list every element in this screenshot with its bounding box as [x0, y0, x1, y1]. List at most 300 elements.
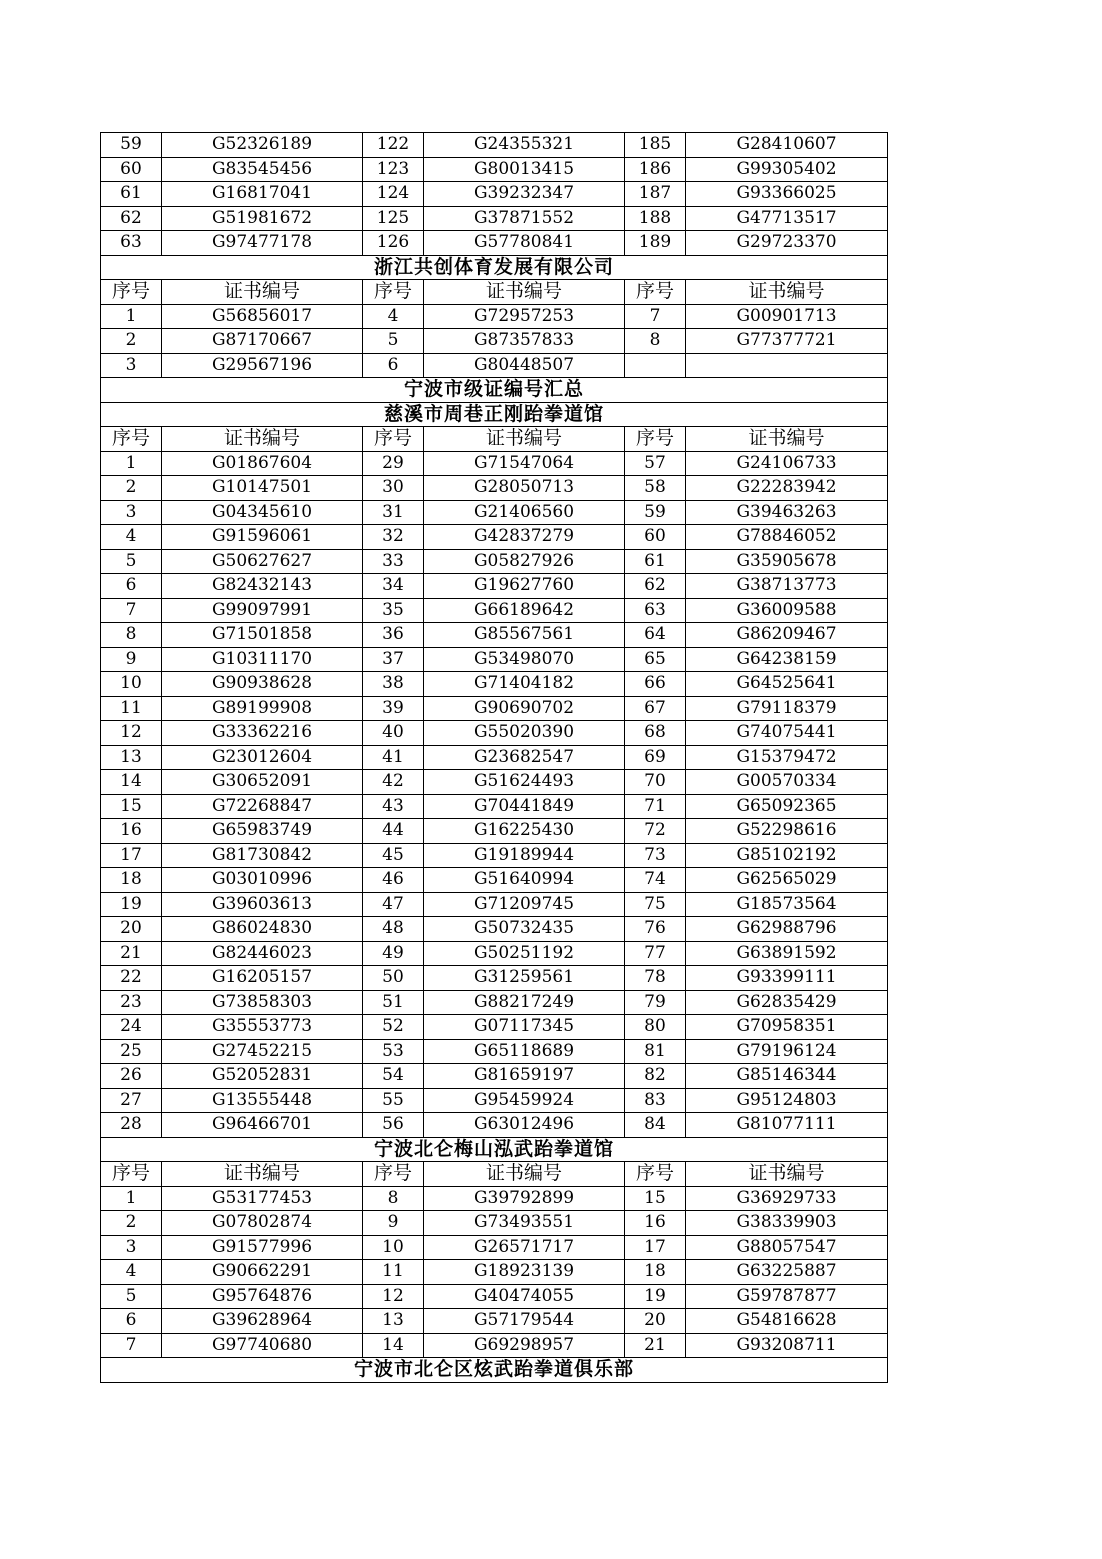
serial-cell: 3 [101, 353, 162, 378]
header-row [101, 280, 888, 305]
cert-number-cell: G71209745 [424, 892, 625, 917]
cert-number-cell: G83545456 [162, 157, 363, 182]
cert-number-cell: G40474055 [424, 1284, 625, 1309]
serial-cell: 84 [625, 1113, 686, 1138]
header-serial: 序号 [101, 280, 162, 305]
serial-cell: 13 [363, 1309, 424, 1334]
serial-cell: 80 [625, 1015, 686, 1040]
serial-cell: 66 [625, 672, 686, 697]
serial-cell: 6 [101, 574, 162, 599]
cert-number-cell: G23682547 [424, 745, 625, 770]
cert-number-cell: G57780841 [424, 231, 625, 256]
serial-cell: 189 [625, 231, 686, 256]
serial-cell: 73 [625, 843, 686, 868]
serial-cell: 61 [625, 549, 686, 574]
cert-number-cell: G24106733 [686, 451, 888, 476]
table-row [101, 182, 888, 207]
serial-cell: 14 [363, 1333, 424, 1358]
cert-number-cell: G54816628 [686, 1309, 888, 1334]
table-row [101, 476, 888, 501]
serial-cell: 14 [101, 770, 162, 795]
serial-cell: 16 [101, 819, 162, 844]
serial-cell: 19 [101, 892, 162, 917]
cert-number-cell: G51981672 [162, 206, 363, 231]
cert-number-cell: G10311170 [162, 647, 363, 672]
table-row [101, 721, 888, 746]
cert-number-cell: G39463263 [686, 500, 888, 525]
table-row [101, 353, 888, 378]
cert-number-cell: G10147501 [162, 476, 363, 501]
serial-cell: 13 [101, 745, 162, 770]
cert-number-cell: G35553773 [162, 1015, 363, 1040]
cert-number-cell: G50251192 [424, 941, 625, 966]
serial-cell: 10 [101, 672, 162, 697]
section-title: 浙江共创体育发展有限公司 [101, 255, 888, 280]
cert-number-cell: G74075441 [686, 721, 888, 746]
cert-number-cell: G35905678 [686, 549, 888, 574]
serial-cell: 6 [101, 1309, 162, 1334]
table-row [101, 574, 888, 599]
cert-number-cell: G95459924 [424, 1088, 625, 1113]
cert-number-cell: G55020390 [424, 721, 625, 746]
table-row [101, 1309, 888, 1334]
serial-cell: 71 [625, 794, 686, 819]
serial-cell: 74 [625, 868, 686, 893]
table-row [101, 231, 888, 256]
section-title: 宁波市北仑区炫武跆拳道俱乐部 [101, 1358, 888, 1383]
serial-cell: 69 [625, 745, 686, 770]
serial-cell: 20 [625, 1309, 686, 1334]
serial-cell: 21 [101, 941, 162, 966]
serial-cell: 49 [363, 941, 424, 966]
serial-cell: 20 [101, 917, 162, 942]
serial-cell: 54 [363, 1064, 424, 1089]
serial-cell: 125 [363, 206, 424, 231]
serial-cell: 23 [101, 990, 162, 1015]
serial-cell: 34 [363, 574, 424, 599]
serial-cell: 18 [101, 868, 162, 893]
table-row [101, 525, 888, 550]
table-row [101, 157, 888, 182]
cert-number-cell: G16225430 [424, 819, 625, 844]
serial-cell: 83 [625, 1088, 686, 1113]
cert-number-cell: G95764876 [162, 1284, 363, 1309]
cert-number-cell: G56856017 [162, 304, 363, 329]
serial-cell: 185 [625, 133, 686, 158]
table-row [101, 1113, 888, 1138]
cert-number-cell: G52326189 [162, 133, 363, 158]
table-row [101, 966, 888, 991]
cert-number-cell: G93399111 [686, 966, 888, 991]
cert-number-cell: G81077111 [686, 1113, 888, 1138]
cert-number-cell: G07802874 [162, 1211, 363, 1236]
serial-cell: 39 [363, 696, 424, 721]
section-title: 宁波北仑梅山泓武跆拳道馆 [101, 1137, 888, 1162]
serial-cell: 76 [625, 917, 686, 942]
table-row [101, 1088, 888, 1113]
cert-number-cell: G80013415 [424, 157, 625, 182]
cert-number-cell: G63225887 [686, 1260, 888, 1285]
serial-cell: 12 [101, 721, 162, 746]
serial-cell: 9 [363, 1211, 424, 1236]
serial-cell: 18 [625, 1260, 686, 1285]
table-row [101, 1260, 888, 1285]
serial-cell: 60 [101, 157, 162, 182]
cert-number-cell: G01867604 [162, 451, 363, 476]
cert-number-cell [686, 353, 888, 378]
serial-cell: 62 [101, 206, 162, 231]
cert-number-cell: G96466701 [162, 1113, 363, 1138]
serial-cell: 21 [625, 1333, 686, 1358]
serial-cell: 7 [101, 1333, 162, 1358]
cert-number-cell: G21406560 [424, 500, 625, 525]
serial-cell: 24 [101, 1015, 162, 1040]
cert-number-cell: G39628964 [162, 1309, 363, 1334]
serial-cell: 31 [363, 500, 424, 525]
serial-cell: 122 [363, 133, 424, 158]
cert-number-cell: G91577996 [162, 1235, 363, 1260]
serial-cell: 1 [101, 304, 162, 329]
serial-cell: 5 [101, 549, 162, 574]
table-row [101, 549, 888, 574]
serial-cell: 38 [363, 672, 424, 697]
serial-cell: 32 [363, 525, 424, 550]
serial-cell: 59 [625, 500, 686, 525]
header-serial: 序号 [363, 1162, 424, 1187]
header-cert-no: 证书编号 [162, 280, 363, 305]
cert-number-cell: G69298957 [424, 1333, 625, 1358]
serial-cell [625, 353, 686, 378]
cert-number-cell: G89199908 [162, 696, 363, 721]
cert-number-cell: G52052831 [162, 1064, 363, 1089]
cert-number-cell: G00570334 [686, 770, 888, 795]
cert-number-cell: G37871552 [424, 206, 625, 231]
serial-cell: 55 [363, 1088, 424, 1113]
cert-number-cell: G47713517 [686, 206, 888, 231]
serial-cell: 36 [363, 623, 424, 648]
header-cert-no: 证书编号 [686, 280, 888, 305]
serial-cell: 70 [625, 770, 686, 795]
cert-number-cell: G99097991 [162, 598, 363, 623]
cert-number-cell: G87170667 [162, 329, 363, 354]
serial-cell: 33 [363, 549, 424, 574]
serial-cell: 19 [625, 1284, 686, 1309]
header-row [101, 1162, 888, 1187]
cert-number-cell: G39232347 [424, 182, 625, 207]
serial-cell: 1 [101, 451, 162, 476]
cert-number-cell: G86209467 [686, 623, 888, 648]
header-serial: 序号 [625, 427, 686, 452]
cert-number-cell: G64238159 [686, 647, 888, 672]
serial-cell: 62 [625, 574, 686, 599]
serial-cell: 9 [101, 647, 162, 672]
cert-number-cell: G82432143 [162, 574, 363, 599]
serial-cell: 26 [101, 1064, 162, 1089]
serial-cell: 63 [625, 598, 686, 623]
serial-cell: 27 [101, 1088, 162, 1113]
serial-cell: 186 [625, 157, 686, 182]
cert-number-cell: G30652091 [162, 770, 363, 795]
serial-cell: 3 [101, 500, 162, 525]
table-row [101, 696, 888, 721]
cert-number-cell: G33362216 [162, 721, 363, 746]
serial-cell: 2 [101, 329, 162, 354]
serial-cell: 17 [101, 843, 162, 868]
serial-cell: 4 [101, 525, 162, 550]
cert-number-cell: G85102192 [686, 843, 888, 868]
cert-number-cell: G53177453 [162, 1186, 363, 1211]
section-title-row [101, 1137, 888, 1162]
serial-cell: 56 [363, 1113, 424, 1138]
cert-number-cell: G73493551 [424, 1211, 625, 1236]
cert-number-cell: G63012496 [424, 1113, 625, 1138]
table-row [101, 1186, 888, 1211]
serial-cell: 52 [363, 1015, 424, 1040]
section-title-row [101, 255, 888, 280]
cert-number-cell: G65118689 [424, 1039, 625, 1064]
cert-number-cell: G42837279 [424, 525, 625, 550]
cert-number-cell: G39792899 [424, 1186, 625, 1211]
cert-number-cell: G51624493 [424, 770, 625, 795]
cert-number-cell: G64525641 [686, 672, 888, 697]
cert-number-cell: G03010996 [162, 868, 363, 893]
serial-cell: 72 [625, 819, 686, 844]
cert-number-cell: G29567196 [162, 353, 363, 378]
table-row [101, 868, 888, 893]
table-row [101, 329, 888, 354]
serial-cell: 35 [363, 598, 424, 623]
cert-number-cell: G52298616 [686, 819, 888, 844]
cert-number-cell: G28050713 [424, 476, 625, 501]
table-row [101, 451, 888, 476]
table-row [101, 1333, 888, 1358]
serial-cell: 17 [625, 1235, 686, 1260]
serial-cell: 188 [625, 206, 686, 231]
cert-number-cell: G28410607 [686, 133, 888, 158]
serial-cell: 77 [625, 941, 686, 966]
cert-number-cell: G23012604 [162, 745, 363, 770]
cert-number-cell: G13555448 [162, 1088, 363, 1113]
cert-number-cell: G39603613 [162, 892, 363, 917]
serial-cell: 29 [363, 451, 424, 476]
header-cert-no: 证书编号 [424, 280, 625, 305]
header-cert-no: 证书编号 [424, 1162, 625, 1187]
serial-cell: 5 [363, 329, 424, 354]
serial-cell: 1 [101, 1186, 162, 1211]
table-row [101, 794, 888, 819]
certificate-table [100, 132, 888, 1383]
table-row [101, 1064, 888, 1089]
serial-cell: 11 [363, 1260, 424, 1285]
cert-number-cell: G71547064 [424, 451, 625, 476]
cert-number-cell: G16817041 [162, 182, 363, 207]
cert-number-cell: G72957253 [424, 304, 625, 329]
serial-cell: 7 [625, 304, 686, 329]
header-serial: 序号 [625, 280, 686, 305]
table-row [101, 1235, 888, 1260]
cert-number-cell: G79196124 [686, 1039, 888, 1064]
cert-number-cell: G80448507 [424, 353, 625, 378]
cert-number-cell: G51640994 [424, 868, 625, 893]
certificate-table-body [101, 133, 888, 1383]
header-serial: 序号 [625, 1162, 686, 1187]
cert-number-cell: G90690702 [424, 696, 625, 721]
table-row [101, 1284, 888, 1309]
table-row [101, 892, 888, 917]
table-row [101, 500, 888, 525]
serial-cell: 45 [363, 843, 424, 868]
serial-cell: 25 [101, 1039, 162, 1064]
serial-cell: 47 [363, 892, 424, 917]
serial-cell: 82 [625, 1064, 686, 1089]
cert-number-cell: G36009588 [686, 598, 888, 623]
cert-number-cell: G38713773 [686, 574, 888, 599]
table-row [101, 1015, 888, 1040]
cert-number-cell: G86024830 [162, 917, 363, 942]
serial-cell: 59 [101, 133, 162, 158]
cert-number-cell: G95124803 [686, 1088, 888, 1113]
cert-number-cell: G19189944 [424, 843, 625, 868]
cert-number-cell: G62835429 [686, 990, 888, 1015]
table-row [101, 133, 888, 158]
serial-cell: 16 [625, 1211, 686, 1236]
cert-number-cell: G62565029 [686, 868, 888, 893]
table-row [101, 598, 888, 623]
cert-number-cell: G18573564 [686, 892, 888, 917]
serial-cell: 123 [363, 157, 424, 182]
cert-number-cell: G19627760 [424, 574, 625, 599]
serial-cell: 61 [101, 182, 162, 207]
cert-number-cell: G88057547 [686, 1235, 888, 1260]
serial-cell: 30 [363, 476, 424, 501]
header-cert-no: 证书编号 [162, 1162, 363, 1187]
cert-number-cell: G07117345 [424, 1015, 625, 1040]
cert-number-cell: G26571717 [424, 1235, 625, 1260]
serial-cell: 8 [625, 329, 686, 354]
serial-cell: 11 [101, 696, 162, 721]
cert-number-cell: G38339903 [686, 1211, 888, 1236]
table-row [101, 206, 888, 231]
serial-cell: 81 [625, 1039, 686, 1064]
header-cert-no: 证书编号 [424, 427, 625, 452]
cert-number-cell: G70441849 [424, 794, 625, 819]
serial-cell: 126 [363, 231, 424, 256]
cert-number-cell: G66189642 [424, 598, 625, 623]
cert-number-cell: G90662291 [162, 1260, 363, 1285]
serial-cell: 10 [363, 1235, 424, 1260]
cert-number-cell: G85146344 [686, 1064, 888, 1089]
header-cert-no: 证书编号 [162, 427, 363, 452]
cert-number-cell: G62988796 [686, 917, 888, 942]
serial-cell: 46 [363, 868, 424, 893]
serial-cell: 64 [625, 623, 686, 648]
table-row [101, 304, 888, 329]
serial-cell: 2 [101, 1211, 162, 1236]
section-title: 宁波市级证编号汇总 [101, 378, 888, 403]
serial-cell: 79 [625, 990, 686, 1015]
serial-cell: 68 [625, 721, 686, 746]
cert-number-cell: G05827926 [424, 549, 625, 574]
serial-cell: 53 [363, 1039, 424, 1064]
serial-cell: 15 [101, 794, 162, 819]
cert-number-cell: G15379472 [686, 745, 888, 770]
serial-cell: 75 [625, 892, 686, 917]
cert-number-cell: G87357833 [424, 329, 625, 354]
header-cert-no: 证书编号 [686, 1162, 888, 1187]
cert-number-cell: G97477178 [162, 231, 363, 256]
table-row [101, 819, 888, 844]
serial-cell: 60 [625, 525, 686, 550]
serial-cell: 8 [101, 623, 162, 648]
serial-cell: 28 [101, 1113, 162, 1138]
serial-cell: 12 [363, 1284, 424, 1309]
serial-cell: 22 [101, 966, 162, 991]
table-row [101, 990, 888, 1015]
serial-cell: 44 [363, 819, 424, 844]
serial-cell: 78 [625, 966, 686, 991]
table-row [101, 843, 888, 868]
cert-number-cell: G85567561 [424, 623, 625, 648]
cert-number-cell: G71501858 [162, 623, 363, 648]
cert-number-cell: G71404182 [424, 672, 625, 697]
table-row [101, 941, 888, 966]
cert-number-cell: G81659197 [424, 1064, 625, 1089]
section-title: 慈溪市周巷正刚跆拳道馆 [101, 402, 888, 427]
header-serial: 序号 [363, 427, 424, 452]
serial-cell: 65 [625, 647, 686, 672]
cert-number-cell: G63891592 [686, 941, 888, 966]
cert-number-cell: G72268847 [162, 794, 363, 819]
cert-number-cell: G79118379 [686, 696, 888, 721]
table-row [101, 623, 888, 648]
serial-cell: 8 [363, 1186, 424, 1211]
serial-cell: 67 [625, 696, 686, 721]
serial-cell: 37 [363, 647, 424, 672]
serial-cell: 2 [101, 476, 162, 501]
table-row [101, 647, 888, 672]
cert-number-cell: G65092365 [686, 794, 888, 819]
serial-cell: 42 [363, 770, 424, 795]
cert-number-cell: G53498070 [424, 647, 625, 672]
serial-cell: 63 [101, 231, 162, 256]
cert-number-cell: G29723370 [686, 231, 888, 256]
header-row [101, 427, 888, 452]
cert-number-cell: G18923139 [424, 1260, 625, 1285]
serial-cell: 48 [363, 917, 424, 942]
serial-cell: 6 [363, 353, 424, 378]
cert-number-cell: G22283942 [686, 476, 888, 501]
cert-number-cell: G90938628 [162, 672, 363, 697]
serial-cell: 7 [101, 598, 162, 623]
serial-cell: 58 [625, 476, 686, 501]
cert-number-cell: G36929733 [686, 1186, 888, 1211]
cert-number-cell: G31259561 [424, 966, 625, 991]
serial-cell: 4 [101, 1260, 162, 1285]
cert-number-cell: G93366025 [686, 182, 888, 207]
cert-number-cell: G99305402 [686, 157, 888, 182]
cert-number-cell: G59787877 [686, 1284, 888, 1309]
table-row [101, 672, 888, 697]
cert-number-cell: G27452215 [162, 1039, 363, 1064]
cert-number-cell: G81730842 [162, 843, 363, 868]
serial-cell: 51 [363, 990, 424, 1015]
cert-number-cell: G04345610 [162, 500, 363, 525]
cert-number-cell: G00901713 [686, 304, 888, 329]
cert-number-cell: G88217249 [424, 990, 625, 1015]
cert-number-cell: G57179544 [424, 1309, 625, 1334]
section-title-row [101, 402, 888, 427]
serial-cell: 40 [363, 721, 424, 746]
